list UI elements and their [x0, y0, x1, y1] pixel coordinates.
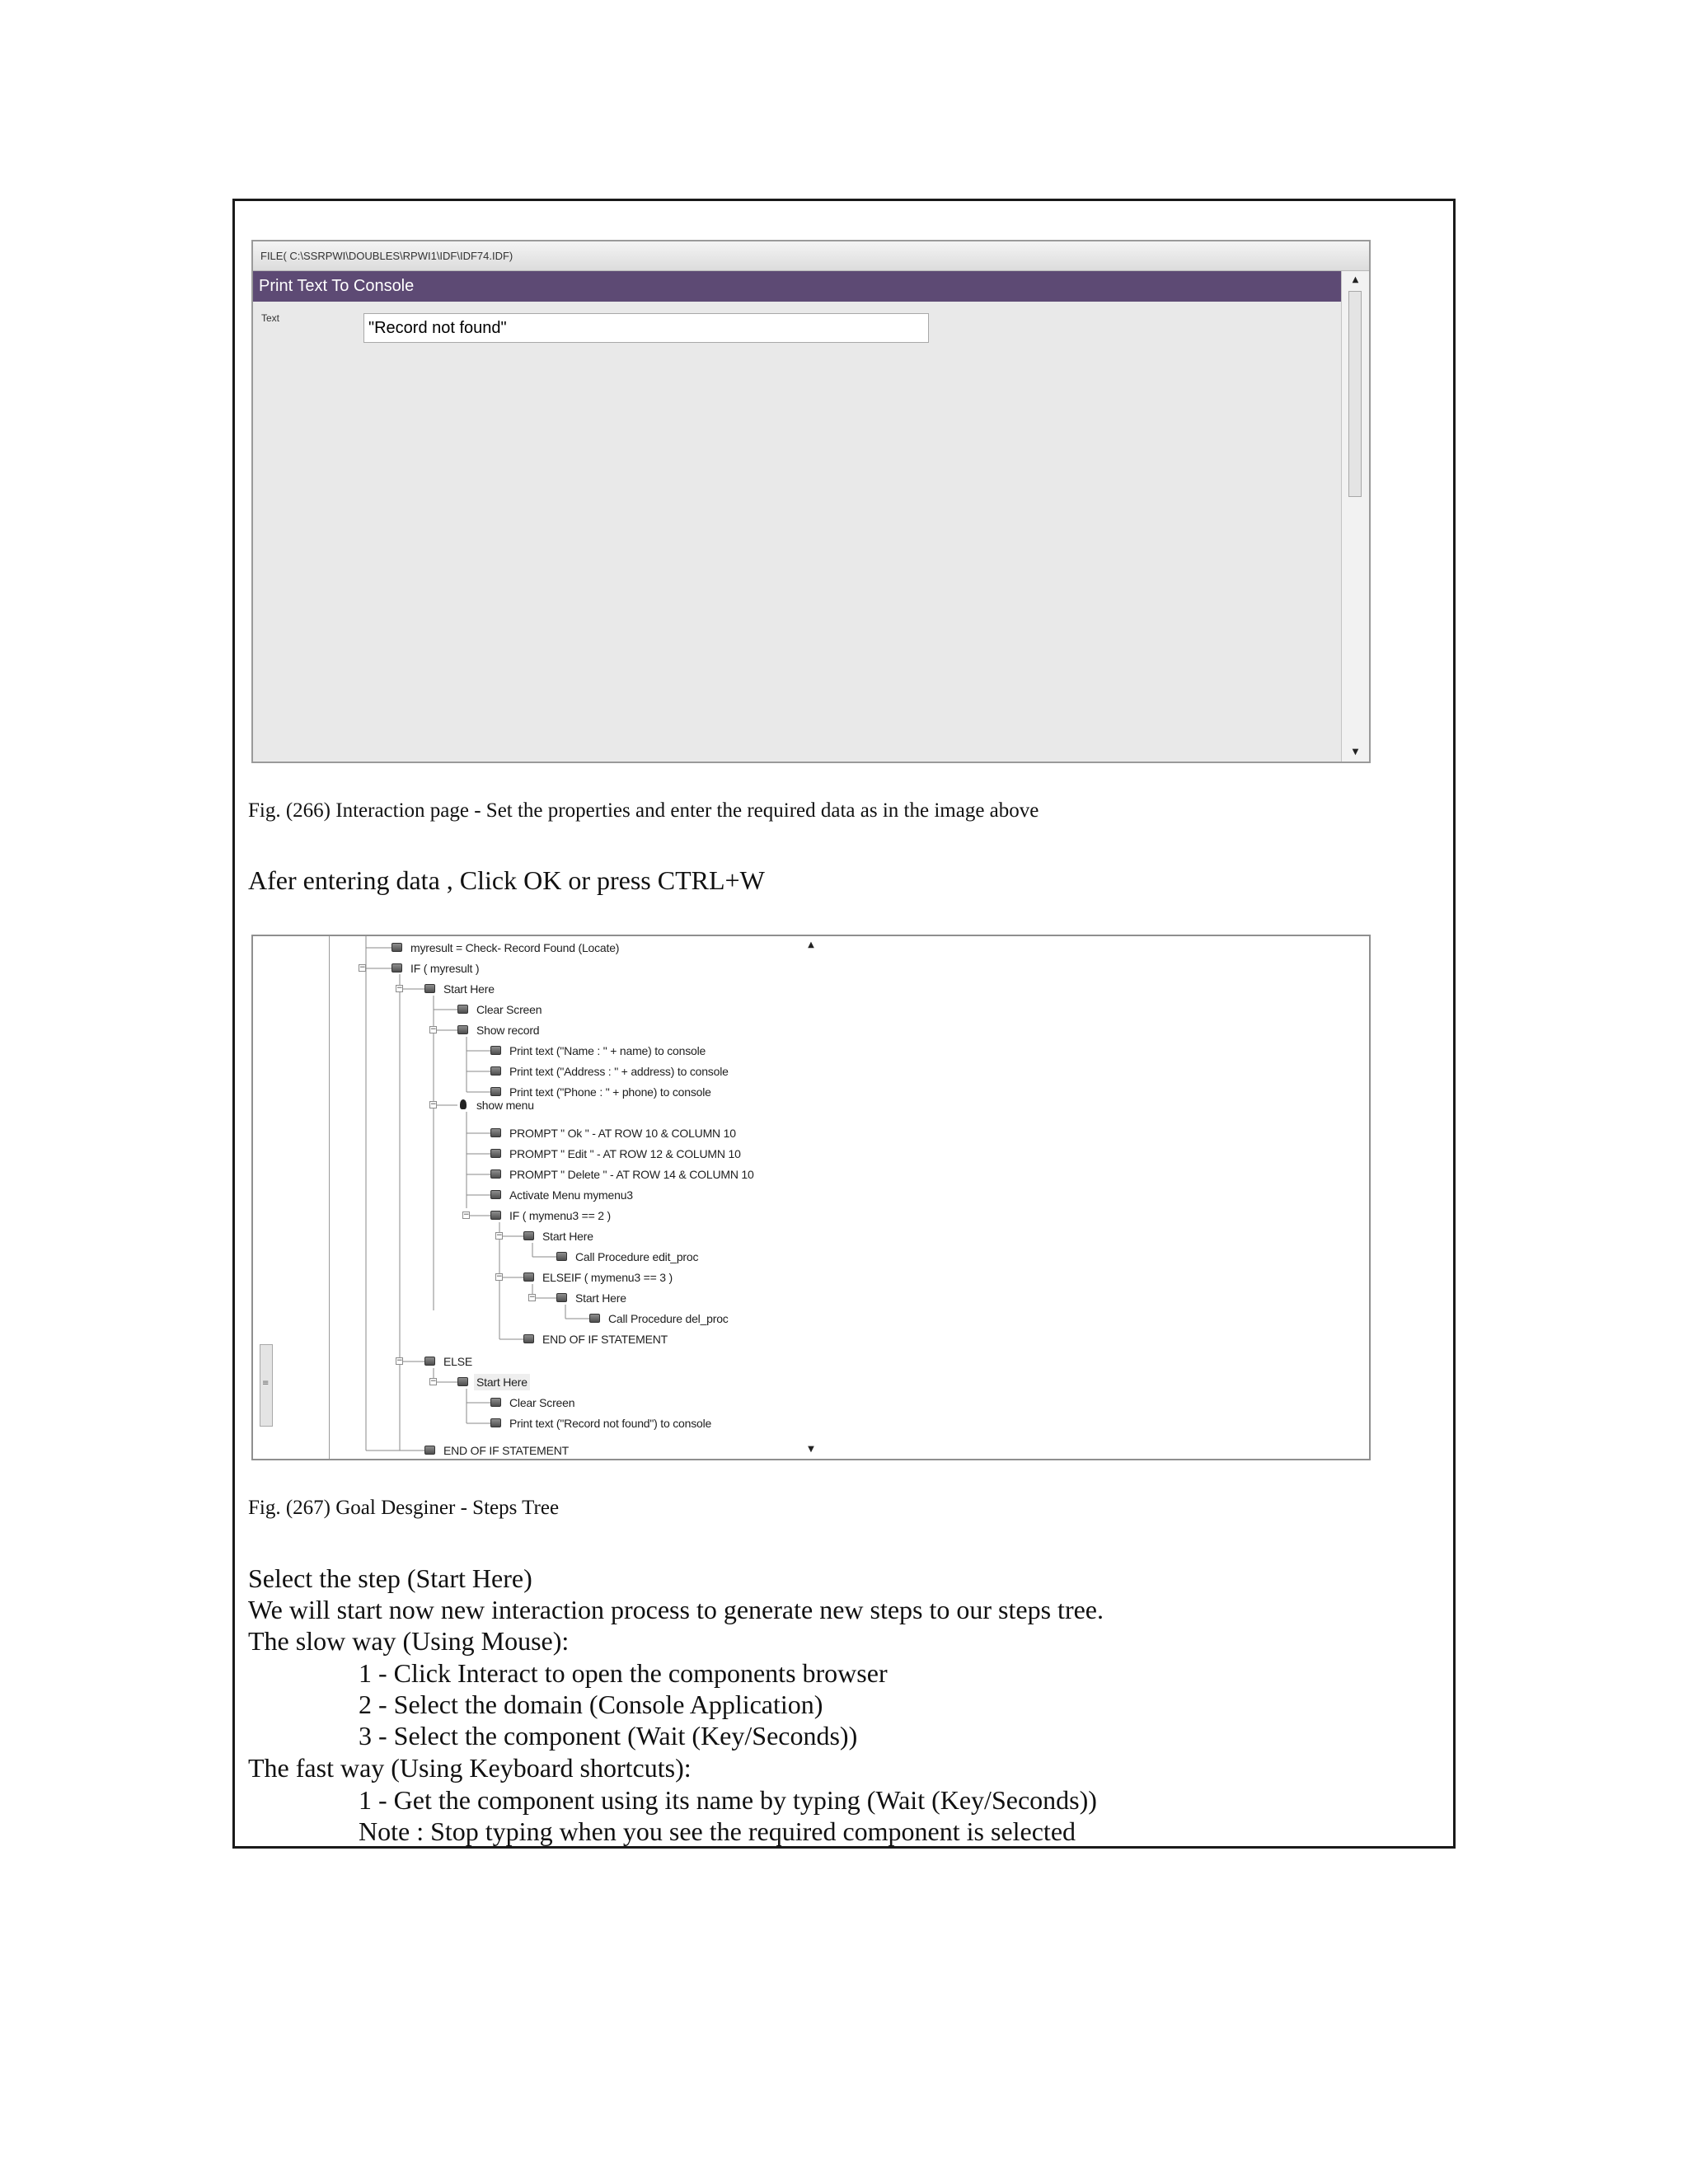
step-icon [490, 1066, 501, 1076]
tree-node-label: Start Here [443, 982, 495, 996]
step-icon [490, 1169, 501, 1179]
body-line: 3 - Select the component (Wait (Key/Seconds)) [359, 1721, 858, 1750]
collapse-icon[interactable]: − [496, 1231, 503, 1240]
body-line: We will start now new interaction process to generate new steps to our steps tree. [248, 1595, 1104, 1624]
tree-node-label: Start Here [542, 1230, 593, 1243]
tree-node-label: Call Procedure del_proc [608, 1312, 729, 1325]
step-icon [556, 1252, 567, 1261]
step-icon [523, 1334, 534, 1343]
scroll-down-arrow-icon[interactable]: ▼ [808, 1445, 814, 1454]
body-line: The fast way (Using Keyboard shortcuts): [248, 1753, 692, 1783]
step-icon [392, 963, 402, 972]
tree-node-label: Print text ("Record not found") to console [509, 1417, 712, 1430]
tree-node-label: show menu [476, 1099, 534, 1112]
tree-node-label: Print text ("Address : " + address) to console [509, 1065, 729, 1078]
collapse-icon[interactable]: − [359, 963, 366, 972]
scrollbar-grip-icon: ≡ [262, 1379, 270, 1388]
step-icon [490, 1190, 501, 1199]
figure-267-caption: Fig. (267) Goal Desginer - Steps Tree [248, 1497, 560, 1519]
text-field-label: Text [261, 312, 280, 324]
panel-title: Print Text To Console [253, 271, 1341, 302]
tree-node-label: Start Here [474, 1374, 530, 1390]
step-icon [457, 1005, 468, 1014]
tree-node-label: Start Here [575, 1291, 626, 1305]
vertical-scrollbar[interactable] [1341, 271, 1369, 762]
tree-node-label: PROMPT " Edit " - AT ROW 12 & COLUMN 10 [509, 1147, 741, 1160]
step-icon [523, 1231, 534, 1240]
body-line: 2 - Select the domain (Console Application) [359, 1690, 823, 1719]
tree-node-label: Call Procedure edit_proc [575, 1250, 699, 1263]
tree-node-label: Activate Menu mymenu3 [509, 1188, 633, 1202]
step-icon [523, 1272, 534, 1282]
collapse-icon[interactable]: − [463, 1211, 470, 1219]
tree-node-label: PROMPT " Delete " - AT ROW 14 & COLUMN 10 [509, 1168, 754, 1181]
tree-node-label: IF ( myresult ) [410, 962, 480, 975]
menu-pin-icon [460, 1099, 467, 1109]
figure-266-caption: Fig. (266) Interaction page - Set the properties and enter the required data as in the image above [248, 799, 1039, 822]
collapse-icon[interactable]: − [496, 1272, 503, 1281]
step-icon [490, 1398, 501, 1407]
collapse-icon[interactable]: − [430, 1100, 437, 1108]
scroll-up-arrow-icon[interactable]: ▲ [808, 940, 814, 949]
step-icon [490, 1046, 501, 1055]
instruction-text: Afer entering data , Click OK or press CTRL+W [248, 865, 765, 895]
step-icon [490, 1128, 501, 1137]
tree-node-label: ELSEIF ( mymenu3 == 3 ) [542, 1271, 673, 1284]
step-icon [556, 1293, 567, 1302]
body-line: Select the step (Start Here) [248, 1563, 532, 1593]
collapse-icon[interactable]: − [529, 1293, 536, 1301]
body-line: 1 - Click Interact to open the components browser [359, 1658, 888, 1688]
collapse-icon[interactable]: − [396, 984, 403, 992]
step-icon [490, 1418, 501, 1427]
step-icon [490, 1087, 501, 1096]
step-icon [490, 1149, 501, 1158]
body-line: 1 - Get the component using its name by typing (Wait (Key/Seconds)) [359, 1785, 1097, 1815]
scrollbar-thumb[interactable] [1348, 291, 1362, 497]
tree-node-label: Clear Screen [476, 1003, 542, 1016]
tree-node-label: Clear Screen [509, 1396, 575, 1409]
steps-tree-screenshot [251, 935, 1371, 1460]
interaction-page-screenshot [251, 240, 1371, 763]
tree-node-label: myresult = Check- Record Found (Locate) [410, 941, 620, 954]
collapse-icon[interactable]: − [430, 1025, 437, 1033]
tree-connector-lines [253, 936, 1341, 1460]
collapse-icon[interactable]: − [430, 1377, 437, 1385]
tree-node-label: Print text ("Name : " + name) to console [509, 1044, 706, 1057]
step-icon [457, 1377, 468, 1386]
body-line: Note : Stop typing when you see the required component is selected [359, 1816, 1076, 1846]
text-field-input[interactable]: "Record not found" [363, 313, 929, 343]
step-icon [589, 1314, 600, 1323]
tree-node-label: IF ( mymenu3 == 2 ) [509, 1209, 612, 1222]
tree-node-label: END OF IF STATEMENT [443, 1444, 570, 1457]
step-icon [490, 1211, 501, 1220]
tree-node-label: Show record [476, 1024, 540, 1037]
step-icon [424, 984, 435, 993]
step-icon [457, 1025, 468, 1034]
tree-node-label: END OF IF STATEMENT [542, 1333, 668, 1346]
body-line: The slow way (Using Mouse): [248, 1626, 570, 1656]
scroll-down-arrow-icon[interactable]: ▼ [1352, 748, 1359, 757]
tree-node-label: PROMPT " Ok " - AT ROW 10 & COLUMN 10 [509, 1127, 736, 1140]
step-icon [424, 1357, 435, 1366]
collapse-icon[interactable]: − [396, 1357, 403, 1365]
scroll-up-arrow-icon[interactable]: ▲ [1352, 275, 1359, 284]
file-path-bar: FILE( C:\SSRPWI\DOUBLES\RPWI1\IDF\IDF74.IDF) [253, 241, 1369, 271]
tree-node-label: ELSE [443, 1355, 472, 1368]
tree-node-label: Print text ("Phone : " + phone) to console [509, 1085, 711, 1099]
